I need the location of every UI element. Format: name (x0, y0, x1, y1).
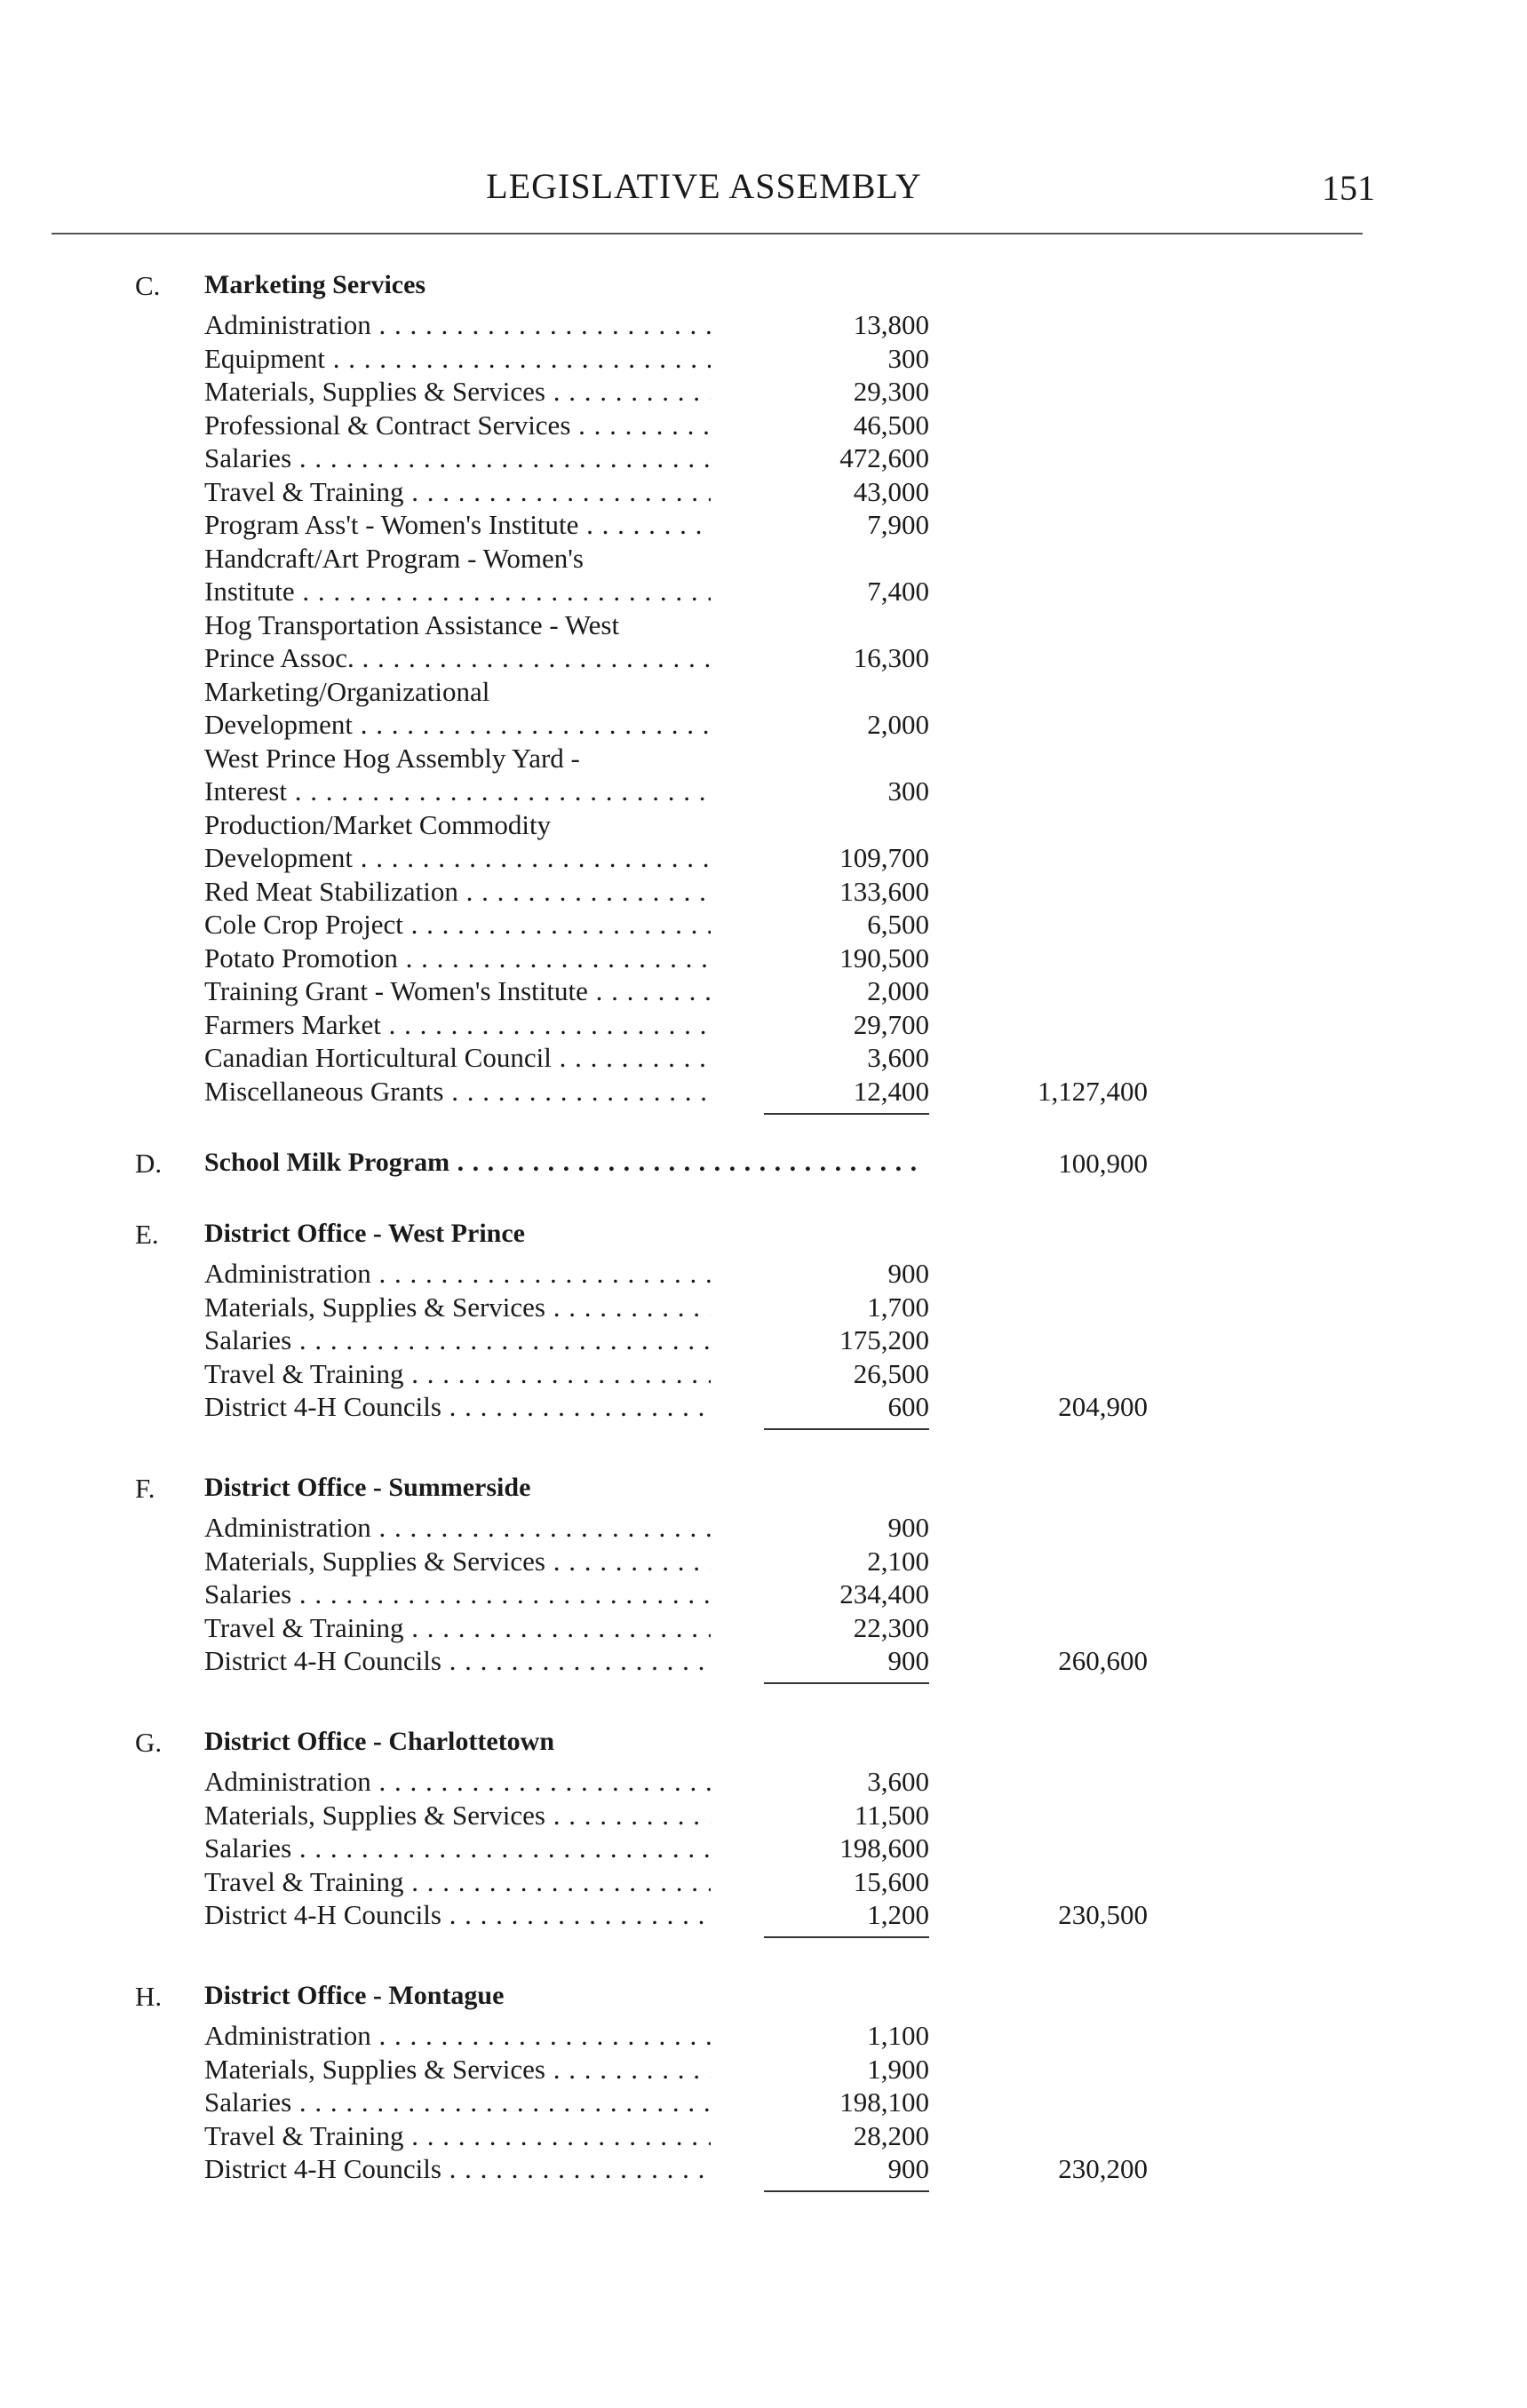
line-item-amount: 3,600 (867, 1042, 929, 1073)
line-item-label: Development . . . (204, 709, 711, 741)
line-item-label: Materials, Supplies & Services . . . (204, 1800, 711, 1832)
line-item-amount: 198,100 (839, 2086, 929, 2118)
section-letter: E. (135, 1219, 159, 1250)
line-item-label: Materials, Supplies & Services . . . (204, 2054, 711, 2086)
line-item-label: Professional & Contract Services . . . (204, 409, 711, 441)
line-item-label: Program Ass't - Women's Institute . . . (204, 509, 711, 541)
header-rule (52, 233, 1363, 234)
section-letter: H. (135, 1981, 163, 2012)
line-item-label: Training Grant - Women's Institute . . . (204, 975, 711, 1007)
line-item-amount: 16,300 (853, 642, 929, 673)
line-item-label: Salaries . . . (204, 1832, 711, 1864)
line-item-label: Interest . . . (204, 775, 711, 807)
page-number: 151 (1322, 168, 1375, 208)
line-item-amount: 472,600 (839, 442, 929, 473)
line-item-label: District 4-H Councils . . . (204, 2153, 711, 2185)
line-item-label: Cole Crop Project . . . (204, 909, 711, 941)
line-item-amount: 900 (887, 1258, 929, 1289)
line-item-label-first-line: Handcraft/Art Program - Women's (204, 542, 584, 574)
section-total: 230,200 (1058, 2153, 1148, 2184)
section-total: 230,500 (1058, 1899, 1148, 1930)
line-item-label: Travel & Training . . . (204, 1358, 711, 1390)
section-title: Marketing Services (204, 270, 426, 299)
line-item-amount: 29,700 (853, 1008, 929, 1040)
line-item-amount: 43,000 (853, 475, 929, 507)
line-item-amount: 26,500 (853, 1357, 929, 1389)
line-item-label: Salaries . . . (204, 442, 711, 474)
line-item-amount: 12,400 (764, 1076, 929, 1115)
line-item-amount: 22,300 (853, 1611, 929, 1643)
line-item-amount: 13,800 (853, 309, 929, 340)
line-item-amount: 7,900 (867, 509, 929, 540)
line-item-label: Materials, Supplies & Services . . . (204, 376, 711, 408)
line-item-label: Miscellaneous Grants . . . (204, 1076, 711, 1108)
line-item-amount: 175,200 (839, 1324, 929, 1355)
line-item-label: Potato Promotion . . . (204, 942, 711, 974)
line-item-label: Travel & Training . . . (204, 2120, 711, 2152)
line-item-label: Salaries . . . (204, 1578, 711, 1610)
line-item-amount: 29,300 (853, 376, 929, 407)
line-item-label-first-line: Production/Market Commodity (204, 808, 552, 840)
line-item-label: Development . . . (204, 842, 711, 874)
line-item-amount: 2,000 (867, 975, 929, 1006)
section-title: School Milk Program . . . (204, 1148, 924, 1178)
line-item-amount: 300 (887, 342, 929, 374)
section-total: 204,900 (1058, 1391, 1148, 1422)
section-letter: D. (135, 1148, 163, 1179)
line-item-label: Institute . . . (204, 576, 711, 608)
line-item-label: District 4-H Councils . . . (204, 1645, 711, 1677)
line-item-label: Administration . . . (204, 1766, 711, 1798)
line-item-amount: 1,900 (867, 2053, 929, 2085)
line-item-amount: 900 (887, 1512, 929, 1543)
line-item-label: Red Meat Stabilization . . . (204, 876, 711, 908)
section-total: 260,600 (1058, 1645, 1148, 1676)
line-item-label: Canadian Horticultural Council . . . (204, 1042, 711, 1074)
line-item-amount: 2,100 (867, 1545, 929, 1577)
line-item-amount: 109,700 (839, 842, 929, 873)
line-item-amount: 6,500 (867, 909, 929, 940)
line-item-label: Administration . . . (204, 2020, 711, 2052)
section-total: 100,900 (1058, 1148, 1148, 1179)
line-item-label: District 4-H Councils . . . (204, 1391, 711, 1423)
line-item-label: Travel & Training . . . (204, 1866, 711, 1898)
line-item-label: District 4-H Councils . . . (204, 1899, 711, 1931)
line-item-label: Prince Assoc. . . . (204, 642, 711, 674)
line-item-label: Salaries . . . (204, 1324, 711, 1356)
page-header-title: LEGISLATIVE ASSEMBLY (486, 166, 922, 206)
section-title: District Office - Summerside (204, 1473, 531, 1502)
line-item-amount: 11,500 (854, 1799, 929, 1831)
line-item-label: Administration . . . (204, 1258, 711, 1290)
line-item-amount: 190,500 (839, 942, 929, 974)
line-item-amount: 1,200 (764, 1899, 929, 1938)
line-item-amount: 15,600 (853, 1865, 929, 1897)
line-item-label: Travel & Training . . . (204, 476, 711, 508)
section-letter: G. (135, 1727, 163, 1758)
line-item-label: Administration . . . (204, 309, 711, 341)
line-item-amount: 234,400 (839, 1578, 929, 1609)
line-item-amount: 900 (764, 1645, 929, 1684)
section-total: 1,127,400 (1038, 1075, 1148, 1107)
line-item-label-first-line: Marketing/Organizational (204, 675, 490, 707)
line-item-label: Materials, Supplies & Services . . . (204, 1546, 711, 1578)
line-item-label: Farmers Market . . . (204, 1009, 711, 1041)
line-item-amount: 46,500 (853, 409, 929, 441)
line-item-label-first-line: West Prince Hog Assembly Yard - (204, 742, 580, 774)
line-item-amount: 300 (887, 775, 929, 807)
line-item-amount: 28,200 (853, 2119, 929, 2151)
line-item-label: Equipment . . . (204, 343, 711, 375)
section-title: District Office - West Prince (204, 1219, 525, 1248)
section-title: District Office - Charlottetown (204, 1727, 555, 1756)
section-title: District Office - Montague (204, 1981, 505, 2010)
line-item-label: Salaries . . . (204, 2086, 711, 2118)
line-item-amount: 198,600 (839, 1832, 929, 1864)
line-item-label: Materials, Supplies & Services . . . (204, 1291, 711, 1323)
line-item-amount: 133,600 (839, 875, 929, 907)
line-item-amount: 7,400 (867, 576, 929, 607)
section-letter: F. (135, 1473, 155, 1504)
line-item-amount: 600 (764, 1391, 929, 1430)
line-item-amount: 2,000 (867, 709, 929, 740)
line-item-label: Administration . . . (204, 1512, 711, 1544)
line-item-amount: 900 (764, 2153, 929, 2192)
section-letter: C. (135, 270, 161, 301)
line-item-amount: 1,700 (867, 1291, 929, 1323)
line-item-amount: 1,100 (867, 2020, 929, 2051)
line-item-amount: 3,600 (867, 1766, 929, 1797)
line-item-label-first-line: Hog Transportation Assistance - West (204, 608, 620, 640)
line-item-label: Travel & Training . . . (204, 1612, 711, 1644)
